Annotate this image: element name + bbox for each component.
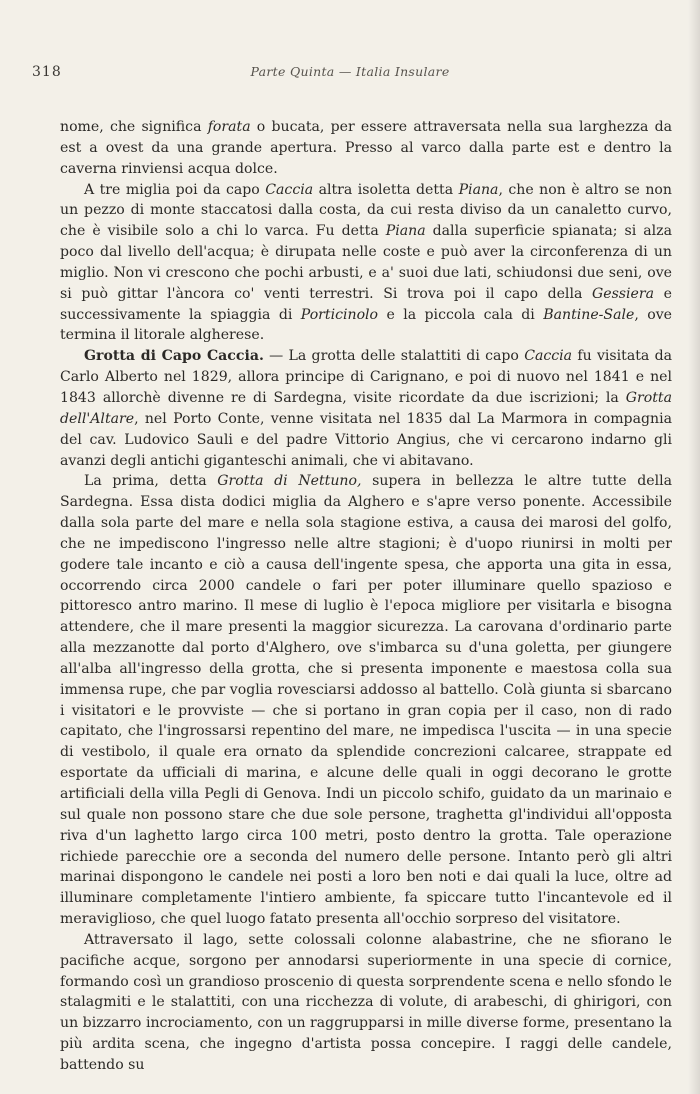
italic-term: Grotta dell'Altare — [60, 389, 672, 427]
italic-term: Gessiera — [591, 285, 655, 302]
italic-term: Piana — [458, 181, 499, 198]
text-run: fu visitata da Carlo Alberto nel 1829, allora principe di Carignano, e poi di nuovo nel 1841 e nel 1843 allorchè divenne re di Sardegna, visite ricordate da due iscrizioni; la — [60, 348, 672, 406]
italic-term: Grotta di Nettuno, — [217, 473, 362, 490]
text-run: , ove termina il litorale algherese. — [60, 306, 673, 344]
italic-term: Piana — [385, 223, 426, 240]
page-edge-shadow — [688, 0, 700, 1094]
text-run: dalla superficie spianata; si alza poco dal livello dell'acqua; è dirupata nelle coste e può aver la circonferenza di un miglio. Non vi crescono che pochi arbusti, e a' suoi due lati, schiudonsi due seni, ove si può gittar l'àncora co' venti terrestri. Si trova poi il capo della — [60, 223, 673, 302]
page-number: 318 — [32, 64, 62, 80]
section-lead-heading: Grotta di Capo Caccia. — [84, 348, 264, 365]
text-run: La prima, detta — [84, 473, 218, 490]
paragraph-grotta-di-nettuno — [60, 471, 672, 930]
italic-term: Bantine-Sale — [543, 306, 635, 323]
text-run: , che non è altro se non un pezzo di monte staccatosi dalla costa, da cui resta diviso da un canaletto curvo, che è visibile solo a chi lo varca. Fu detta — [60, 181, 672, 240]
italic-term: forata — [207, 119, 251, 135]
running-head: Parte Quinta — Italia Insulare — [250, 64, 450, 79]
text-run: e successivamente la spiaggia di — [60, 285, 672, 323]
text-run: Attraversato il lago, sette colossali colonne alabastrine, che ne sfiorano le pacifiche acque, sorgono per annodarsi superiormente in una specie di cornice, formando così un grandioso proscenio di questa sorprendente scena e nello sfondo le stalagmiti e le stalattiti, con una ricchezza di volute, di arabeschi, di ghirigori, con un bizzarro incrociamento, con un raggrupparsi in mille diverse forme, presentano la più ardita scena, che ingegno d'artista possa concepire. I raggi delle candele, battendo su — [60, 931, 672, 1073]
body-text — [60, 117, 672, 1076]
paragraph-continuation — [60, 117, 672, 180]
text-run: altra isoletta detta — [313, 181, 459, 198]
page-header — [32, 64, 668, 88]
text-run: nome, che significa — [60, 119, 208, 135]
text-run: A tre miglia poi da capo — [84, 181, 266, 198]
italic-term: Caccia — [524, 348, 573, 365]
italic-term: Porticinolo — [300, 306, 379, 323]
text-run: , nel Porto Conte, venne visitata nel 1835 dal La Marmora in compagnia del cav. Ludovico Sauli e del padre Vittorio Angius, che vi cercarono indarno gli avanzi degli antichi giganteschi animali, che vi abitavano. — [60, 410, 672, 469]
text-run: supera in bellezza le altre tutte della Sardegna. Essa dista dodici miglia da Alghero e s'apre verso ponente. Accessibile dalla sola parte del mare e nella sola stagione estiva, a causa dei marosi del golfo, che ne impediscono l'ingresso nelle altre stagioni; è d'uopo riunirsi in molti per godere tale incanto e ciò a causa dell'ingente spesa, che apporta una gita in essa, occorrendo circa 2000 candele o fari per poter illuminare quello spazioso e pittoresco antro marino. Il mese di luglio è l'epoca migliore per visitarla e bisogna attendere, che il mare presenti la maggior sicurezza. La carovana d'ordinario parte alla mezzanotte dal porto d'Alghero, ove s'imbarca su d'una goletta, per giungere all'alba all'ingresso della grotta, che si presenta imponente e maestosa colla sua immensa rupe, che par voglia rovesciarsi addosso al battello. Colà giunta si sbarcano i visitatori e le provviste — che si portano in gran copia per il caso, non di rado capitato, che l'ingrossarsi repentino del mare, ne impedisca l'uscita — in una specie di vestibolo, il quale era ornato da splendide concrezioni calcaree, strappate ed esportate da ufficiali di marina, e alcune delle quali in oggi decorano le grotte artificiali della villa Pegli di Genova. Indi un piccolo schifo, guidato da un marinaio e sul quale non possono stare che due sole persone, traghetta gl'individui all'opposta riva d'un laghetto largo circa 100 metri, posto dentro la grotta. Tale operazione richiede parecchie ore a seconda del numero delle persone. Intanto però gli altri marinai dispongono le candele nei posti a loro ben noti e dai quali la luce, oltre ad illuminare completamente l'intiero ambiente, fa spiccare tutto l'incantevole ed il meraviglioso, che quel luogo fatato presenta all'occhio sorpreso del visitatore. — [60, 473, 672, 928]
paragraph-colonne-alabastrine — [60, 930, 672, 1076]
paragraph-grotta-di-capo-caccia — [60, 346, 672, 471]
italic-term: Caccia — [265, 181, 314, 198]
text-run: — La grotta delle stalattiti di capo — [263, 348, 525, 365]
text-run: o bucata, per essere attraversata nella sua larghezza da est a ovest da una grande apertura. Presso al varco dalla parte est e dentro la caverna rinviensi acqua dolce. — [60, 119, 673, 177]
text-run: e la piccola cala di — [378, 306, 544, 323]
paragraph-isola-piana — [60, 180, 672, 347]
